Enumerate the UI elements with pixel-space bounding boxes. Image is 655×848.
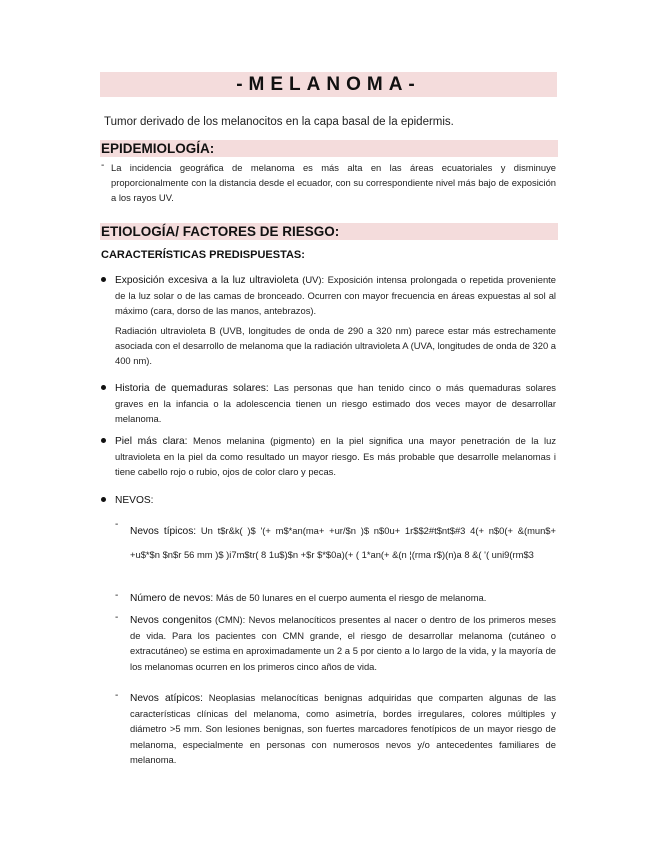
nevos-text bbox=[130, 612, 556, 674]
nevos-lead: Nevos típicos: bbox=[130, 526, 197, 537]
section-heading-etiologia: ETIOLOGÍA/ FACTORES DE RIESGO: bbox=[100, 223, 558, 240]
list-item-epidemiologia bbox=[101, 160, 556, 206]
list-item-nevos-congenitos bbox=[115, 612, 556, 674]
bullet-item-exposicion-uv bbox=[100, 272, 556, 368]
nevos-body: Neoplasias melanocíticas benignas adquiridas que comparten algunas de las características clínicas del melanoma, como asimetría, bordes irregulares, colores múltiples y diámetro >5 mm. Son lesiones benignas, son fuertes marcadores fenotípicos de un mayor riesgo de melanoma, especialmente en personas con numerosos nevos y/o antecedentes familiares de melanoma. bbox=[130, 692, 556, 765]
bullet-body: Las personas que han tenido cinco o más quemaduras solares graves en la infancia o la adolescencia tienen un riesgo estimado dos veces mayor de desarrollar melanoma. bbox=[115, 382, 556, 425]
bullet-text bbox=[115, 272, 556, 319]
nevos-lead: Nevos atípicos: bbox=[130, 693, 203, 704]
list-item-numero-nevos bbox=[115, 590, 556, 606]
bullet-body: Menos melanina (pigmento) en la piel significa una mayor penetración de la luz ultravioleta en la piel da como resultado un mayor riesgo. Es más probable que desarrolle melanomas i tiene cabello rojo o rubio, ojos de color claro y pecas. bbox=[115, 435, 557, 478]
dash-marker: - bbox=[115, 519, 119, 530]
nevos-text bbox=[130, 590, 556, 606]
bullet-lead: Historia de quemaduras solares: bbox=[115, 383, 269, 394]
subsection-heading-caracteristicas: CARACTERÍSTICAS PREDISPUESTAS: bbox=[101, 249, 305, 261]
dash-marker: - bbox=[115, 612, 119, 623]
bullet-item-piel-clara bbox=[100, 433, 556, 480]
bullet-lead: NEVOS: bbox=[115, 495, 154, 506]
bullet-text bbox=[115, 380, 556, 427]
intro-text: Tumor derivado de los melanocitos en la capa basal de la epidermis. bbox=[104, 116, 454, 128]
bullet-icon bbox=[101, 438, 106, 443]
nevos-text bbox=[130, 519, 556, 566]
list-item-nevos-tipicos bbox=[115, 519, 556, 566]
bullet-text bbox=[115, 492, 556, 508]
bullet-item-nevos bbox=[100, 492, 556, 508]
bullet-item-quemaduras bbox=[100, 380, 556, 427]
nevos-body: Más de 50 lunares en el cuerpo aumenta el riesgo de melanoma. bbox=[213, 592, 487, 603]
bullet-icon bbox=[101, 497, 106, 502]
list-item-nevos-atipicos bbox=[115, 690, 556, 767]
page-title: -MELANOMA- bbox=[100, 72, 557, 97]
dash-marker: - bbox=[115, 590, 119, 601]
section-heading-epidemiologia: EPIDEMIOLOGÍA: bbox=[100, 140, 558, 157]
bullet-lead-suffix: (UV): bbox=[298, 274, 328, 285]
nevos-body: Un t$r&k( )$ '(+ m$*an(ma+ +ur/$n )$ n$0u+ 1r$$2#t$nt$#3 4(+ n$0(+ &(mun$+ +u$*$n $n$r 56 mm )$ )i7m$tr( 8 1u$)$n +$r $*$0a)(+ ( 1*an(+ &(n ¦(rma r$)(n)a 8 &( '( uni9(rm$3 bbox=[130, 525, 556, 560]
bullet-lead: Exposición excesiva a la luz ultravioleta bbox=[115, 275, 299, 286]
bullet-icon bbox=[101, 277, 106, 282]
bullet-extra-paragraph: Radiación ultravioleta B (UVB, longitudes de onda de 290 a 320 nm) parece estar más estrechamente asociada con el desarrollo de melanoma que la radiación ultravioleta A (UVA, longitudes de onda de 320 a 400 nm). bbox=[115, 324, 556, 367]
dash-marker: - bbox=[115, 690, 119, 701]
dash-marker: - bbox=[101, 160, 105, 171]
nevos-text bbox=[130, 690, 556, 767]
bullet-lead: Piel más clara: bbox=[115, 436, 188, 447]
bullet-text bbox=[115, 433, 556, 480]
nevos-body: (CMN): Nevos melanocíticos presentes al nacer o dentro de los primeros meses de vida. Para los pacientes con CMN grande, el riesgo de desarrollar melanoma (cutáneo o extracutáneo) se estima en aproximadamente un 2 a 5 por ciento a lo largo de la vida, y la mayoría de los melanomas ocurren en los primeros cinco años de vida. bbox=[130, 614, 556, 672]
paragraph-epidemiologia: La incidencia geográfica de melanoma es más alta en las áreas ecuatoriales y disminuye proporcionalmente con la distancia desde el ecuador, con su correspondiente nivel más bajo de exposición a los rayos UV. bbox=[111, 162, 556, 204]
nevos-lead: Número de nevos: bbox=[130, 593, 214, 604]
bullet-body: Exposición intensa prolongada o repetida proveniente de la luz solar o de las camas de bronceado. Ocurren con mayor frecuencia en áreas expuestas al sol al máximo (cara, dorso de las manos, antebrazos). bbox=[115, 274, 556, 317]
bullet-icon bbox=[101, 385, 106, 390]
nevos-lead: Nevos congenitos bbox=[130, 615, 212, 626]
